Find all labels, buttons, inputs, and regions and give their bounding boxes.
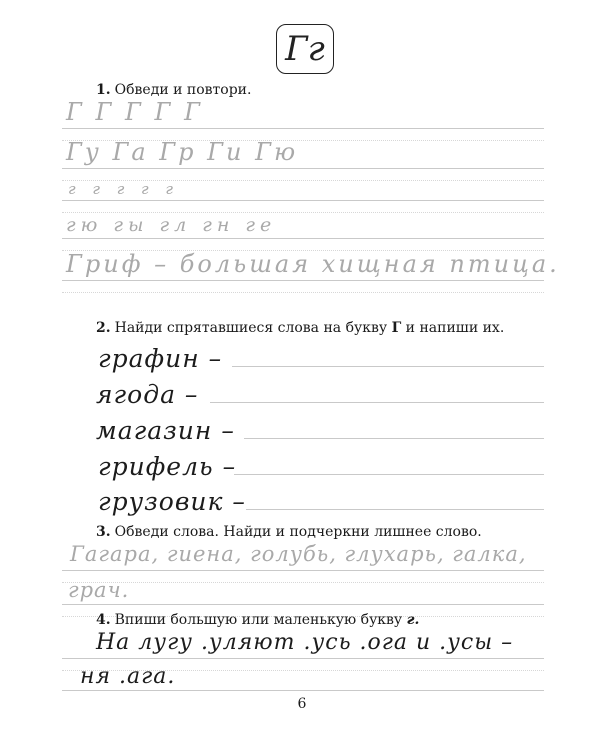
answer-line — [246, 509, 544, 510]
task-3-line-1: Гагара, гиена, голубь, глухарь, галка, — [70, 542, 527, 566]
writing-line — [62, 582, 544, 583]
task-3-title — [96, 524, 482, 540]
writing-line — [62, 292, 544, 293]
task-2-word-5: грузовик – — [98, 487, 246, 516]
task-3-number: 3. — [96, 524, 111, 540]
task-2-word-3: магазин – — [96, 416, 235, 445]
answer-line — [234, 474, 544, 475]
task-3-instruction: Обведи слова. Найди и подчеркни лишнее слово. — [114, 524, 482, 540]
task-4-instruction: Впиши большую или маленькую букву — [114, 612, 407, 628]
task-1-line-3: г г г г г — [68, 180, 179, 198]
writing-line — [62, 168, 544, 169]
writing-line — [62, 658, 544, 659]
writing-line — [62, 238, 544, 239]
task-3-line-2: грач. — [68, 578, 130, 602]
task-2-word-1: графин – — [98, 344, 223, 373]
answer-line — [210, 402, 544, 403]
task-1-number: 1. — [96, 82, 111, 98]
task-1-line-4: гю гы гл гн ге — [66, 214, 277, 236]
writing-line — [62, 280, 544, 281]
task-2-letter: Г — [391, 320, 402, 336]
writing-line — [62, 200, 544, 201]
task-2-word-4: грифель – — [98, 452, 237, 481]
task-1-line-1: Г Г Г Г Г — [66, 98, 203, 126]
task-4-title — [96, 612, 419, 628]
page-number: 6 — [297, 696, 307, 712]
task-2-number: 2. — [96, 320, 111, 336]
task-2-title — [96, 320, 504, 336]
writing-line — [62, 570, 544, 571]
writing-line — [62, 212, 544, 213]
writing-line — [62, 128, 544, 129]
task-2-instruction-end: и напиши их. — [401, 320, 505, 336]
answer-line — [244, 438, 544, 439]
task-1-instruction: Обведи и повтори. — [114, 82, 252, 98]
writing-line — [62, 690, 544, 691]
task-1-line-5: Гриф – большая хищная птица. — [66, 250, 560, 278]
task-1-title — [96, 82, 251, 98]
task-1-line-2: Гу Га Гр Ги Гю — [66, 138, 299, 166]
answer-line — [232, 366, 544, 367]
letter-box — [276, 24, 334, 74]
task-4-letter: г. — [406, 612, 420, 628]
task-4-line-2: ня .ага. — [80, 664, 176, 689]
writing-line — [62, 604, 544, 605]
task-4-number: 4. — [96, 612, 111, 628]
task-2-word-2: ягода – — [96, 380, 199, 409]
letter-box-text: Гг — [285, 29, 325, 69]
task-4-line-1: На лугу .уляют .усь .ога и .усы – — [96, 630, 514, 655]
task-2-instruction: Найди спрятавшиеся слова на букву — [114, 320, 392, 336]
